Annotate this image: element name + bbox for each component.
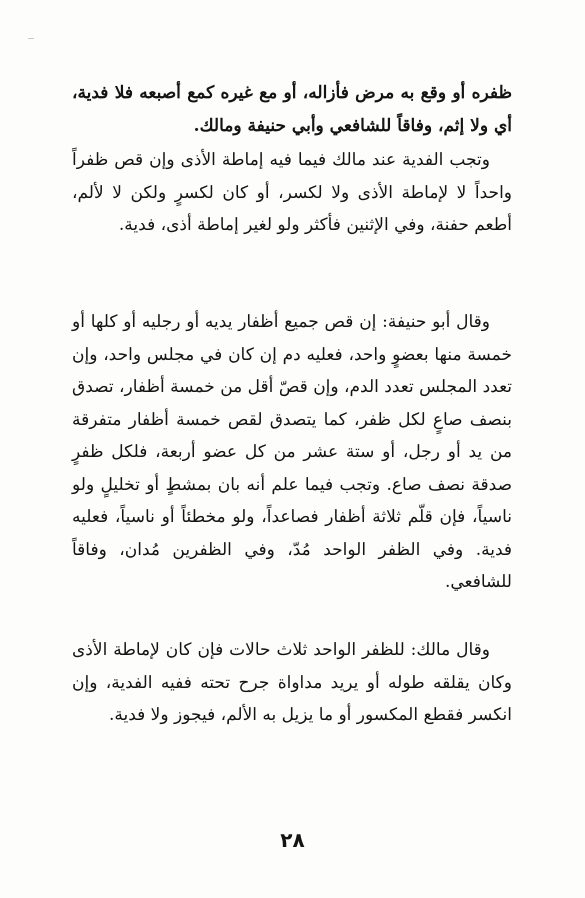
- paragraph-1-text: ظفره أو وقع به مرض فأزاله، أو مع غيره كمع أصبعه فلا فدية، أي ولا إثم، وفاقاً للشافعي وأبي حنيفة ومالك.: [72, 83, 512, 136]
- paragraph-continuation: [72, 77, 512, 142]
- paragraph-2-text: وتجب الفدية عند مالك فيما فيه إماطة الأذى وإن قص ظفراً واحداً لا لإماطة الأذى ولا لكسر، أو كان لكسرٍ ولكن لا لألم، أطعم حفنة، وفي الإثنين فأكثر ولو لغير إماطة أذى، فدية.: [72, 150, 512, 235]
- paragraph-malik-fidya: [72, 144, 512, 242]
- scan-mark: [28, 38, 34, 39]
- paragraph-abu-hanifa: [72, 306, 512, 599]
- page-number: ٢٨: [280, 828, 305, 852]
- paragraph-4-text: وقال مالك: للظفر الواحد ثلاث حالات فإن كان لإماطة الأذى وكان يقلقه طوله أو يريد مداواة جرح تحته ففيه الفدية، وإن انكسر فقطع المكسور أو ما يزيل به الألم، فيجوز ولا فدية.: [72, 640, 512, 725]
- paragraph-3-text: وقال أبو حنيفة: إن قص جميع أظفار يديه أو رجليه أو كلها أو خمسة منها بعضوٍ واحد، فعليه دم إن كان في مجلس واحد، وإن تعدد المجلس تعدد الدم، وإن قصّ أقل من خمسة أظفار، تصدق بنصف صاعٍ لكل ظفر، كما يتصدق لقص خمسة أظفار متفرقة من يد أو رجل، أو ستة عشر من كل عضو أربعة، فلكل ظفرٍ صدقة نصف صاع. وتجب فيما علم أنه بان بمشطٍ أو تخليلٍ ولو ناسياً، فإن قلّم ثلاثة أظفار فصاعداً، ولو مخطئاً أو ناسياً، فعليه فدية. وفي الظفر الواحد مُدّ، وفي الظفرين مُدان، وفاقاً للشافعي.: [72, 312, 512, 592]
- paragraph-malik-states: [72, 634, 512, 732]
